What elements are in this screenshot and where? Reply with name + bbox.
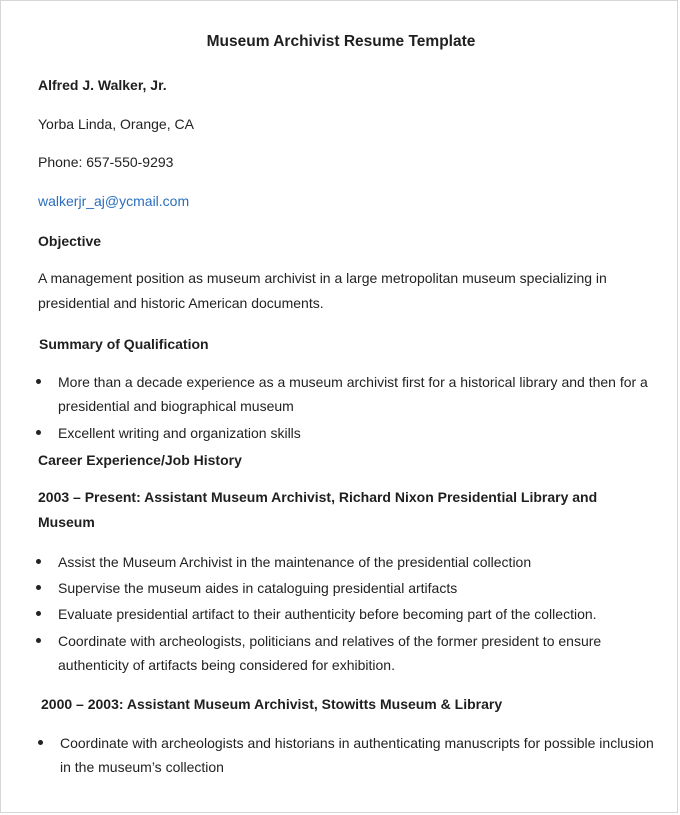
job-duty-item: Coordinate with archeologists and historians in authenticating manuscripts for possible inclusion in the museum’s collection [60,731,658,779]
job-duty-item: Coordinate with archeologists, politicians and relatives of the former president to ensure authenticity of artifacts being considered for exhibition. [58,629,618,677]
candidate-phone: Phone: 657-550-9293 [38,154,174,170]
job-duty-item: Evaluate presidential artifact to their authenticity before becoming part of the collection. [58,602,658,626]
job-duty-item: Supervise the museum aides in cataloguing presidential artifacts [58,576,658,600]
job-title: 2000 – 2003: Assistant Museum Archivist, Stowitts Museum & Library [41,696,503,712]
objective-text: A management position as museum archivist in a large metropolitan museum specializing in presidential and historic American documents. [38,270,607,311]
objective-heading: Objective [38,233,102,249]
page-title: Museum Archivist Resume Template [206,33,476,50]
summary-item: Excellent writing and organization skills [58,421,658,445]
job-title: 2003 – Present: Assistant Museum Archivist, Richard Nixon Presidential Library and Museum [38,489,598,530]
summary-heading: Summary of Qualification [39,336,209,352]
job-duty-item: Assist the Museum Archivist in the maintenance of the presidential collection [58,550,658,574]
summary-item: More than a decade experience as a museum archivist first for a historical library and then for a presidential and biographical museum [58,370,658,418]
candidate-name: Alfred J. Walker, Jr. [38,77,167,93]
candidate-email-link[interactable]: walkerjr_aj@ycmail.com [38,193,190,209]
candidate-location: Yorba Linda, Orange, CA [38,116,194,132]
career-heading: Career Experience/Job History [38,452,242,468]
